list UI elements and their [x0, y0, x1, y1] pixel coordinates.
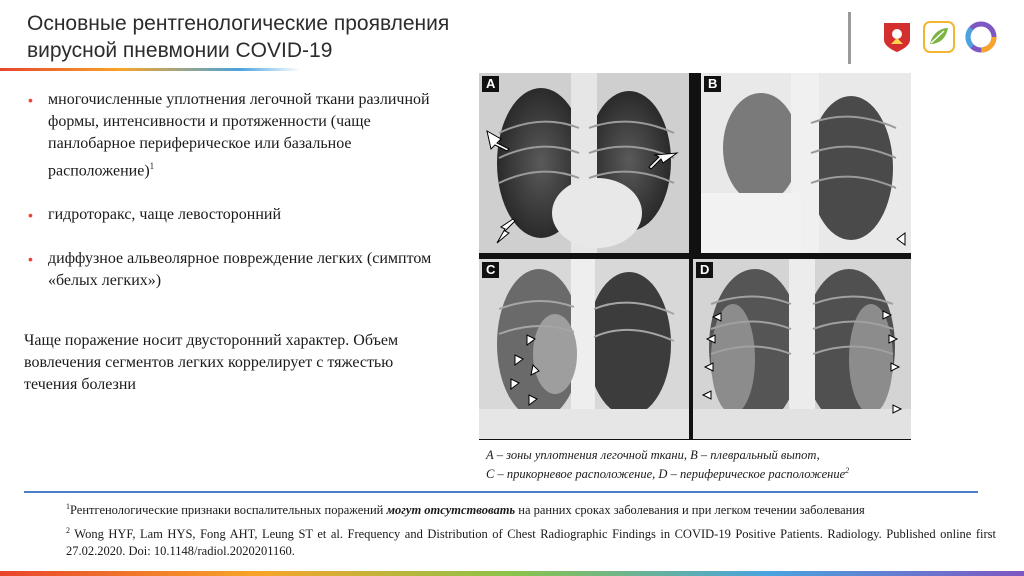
footnote-1-text-after: на ранних сроках заболевания и при легком течении заболевания [515, 503, 865, 518]
bullet-icon: • [28, 251, 33, 268]
summary-text: Чаще поражение носит двусторонний характер. Объем вовлечения сегментов легких коррелирует с тяжестью течения болезни [24, 332, 399, 393]
title-line-1: Основные рентгенологические проявления [27, 12, 450, 35]
footnote-2-text: Wong HYF, Lam HYS, Fong AHT, Leung ST et al. Frequency and Distribution of Chest Radiographic Findings in COVID-19 Positive Patients. Radiology. Published online first 27.02.2020. Doi: 10.1148/radiol.2020201160. [66, 527, 996, 559]
footnote-ref: 1 [149, 161, 155, 171]
caption-footnote-ref: 2 [845, 466, 850, 475]
bullet-text: многочисленные уплотнения легочной ткани различной формы, интенсивности и протяженности (чаще панлобарное периферическое или базальное расположение) [48, 91, 430, 180]
footnote-1-text-before: Рентгенологические признаки воспалительных поражений [70, 503, 387, 518]
list-item [24, 248, 444, 292]
bottom-color-bar [0, 571, 1024, 576]
panel-label-d: D [696, 262, 713, 278]
caption-line-1: А – зоны уплотнения легочной ткани, B – плевральный выпот, [486, 448, 820, 462]
bullet-icon: • [28, 92, 33, 108]
header-divider [848, 12, 851, 64]
xray-panel-b [701, 73, 911, 253]
xray-panel-c [479, 259, 689, 439]
slide-title [27, 10, 827, 64]
moscow-coat-of-arms-icon [880, 20, 914, 54]
list-item [24, 89, 444, 182]
caption-line-2: С – прикорневое расположение, D – периферическое расположение [486, 467, 846, 482]
figure-caption [486, 447, 926, 482]
health-department-logo-icon [922, 20, 956, 54]
bullet-text: гидроторакс, чаще левосторонний [48, 206, 282, 224]
panel-label-c: C [482, 262, 499, 278]
panel-label-b: B [704, 76, 721, 92]
footnotes [28, 498, 996, 563]
findings-list [24, 89, 444, 314]
bullet-text: диффузное альвеолярное повреждение легких (симптом «белых легких») [48, 250, 432, 290]
footnote-divider [24, 491, 978, 493]
footnote-1-marker: 1 [66, 502, 70, 511]
title-underline [0, 68, 300, 71]
panel-label-a: A [482, 76, 499, 92]
bullet-icon: • [28, 207, 33, 224]
xray-panel-d [693, 259, 911, 439]
xray-panel-a [479, 73, 689, 253]
list-item [24, 204, 444, 226]
title-line-2: вирусной пневмонии COVID-19 [27, 39, 333, 62]
footnote-1 [28, 498, 996, 519]
footnote-1-emphasis: могут отсутствовать [386, 503, 516, 518]
footnote-2 [28, 522, 996, 560]
ring-logo-icon [964, 20, 998, 54]
xray-figure [479, 73, 911, 440]
footnote-2-marker: 2 [66, 526, 70, 536]
